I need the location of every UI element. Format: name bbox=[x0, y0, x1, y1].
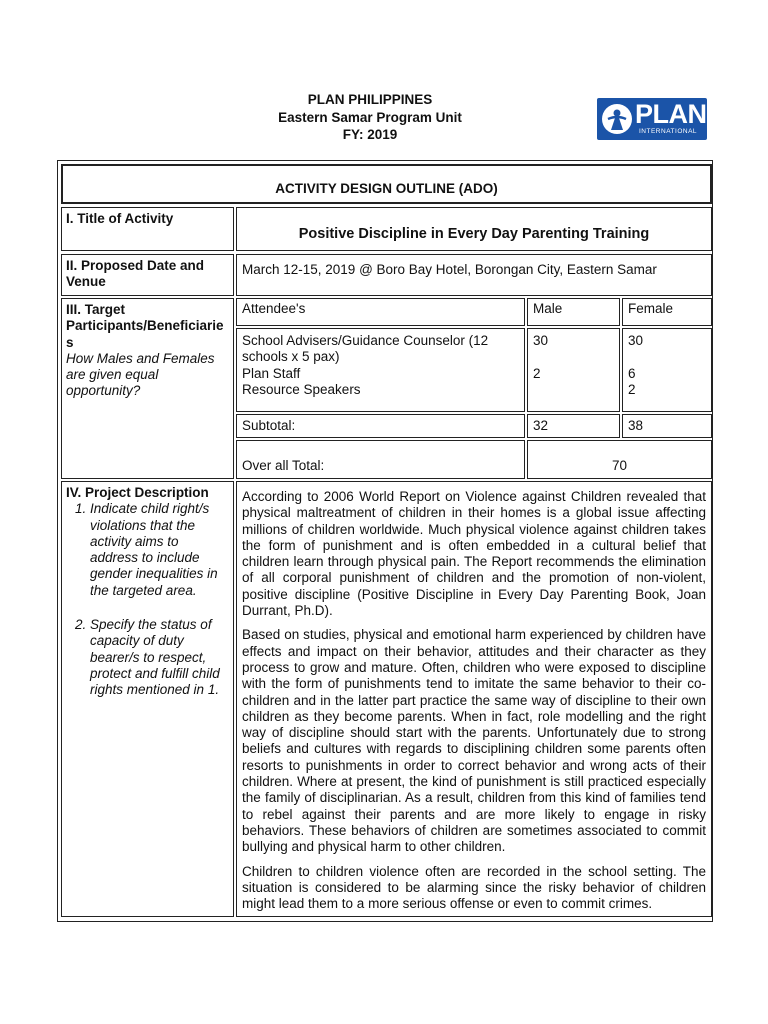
female-count: 30 bbox=[628, 333, 644, 348]
date-label: II. Proposed Date and Venue bbox=[61, 254, 234, 296]
attendee-names bbox=[236, 328, 525, 412]
attendees-header: Attendee's bbox=[236, 298, 525, 326]
logo-subtext: INTERNATIONAL bbox=[639, 128, 698, 135]
subtotal-male: 32 bbox=[527, 414, 620, 438]
attendee-row-name: Plan Staff bbox=[242, 365, 301, 381]
subtotal-female: 38 bbox=[622, 414, 712, 438]
target-question: How Males and Females are given equal opportunity? bbox=[66, 350, 215, 399]
total-label: Over all Total: bbox=[236, 440, 525, 479]
female-header: Female bbox=[622, 298, 712, 326]
subtotal-label: Subtotal: bbox=[236, 414, 525, 438]
attendee-row-name: Resource Speakers bbox=[242, 381, 361, 397]
target-label-cell bbox=[61, 298, 234, 479]
male-count: 2 bbox=[533, 365, 541, 381]
target-label: III. Target Participants/Beneficiarie s bbox=[66, 302, 224, 350]
female-counts bbox=[622, 328, 712, 412]
program-unit: Eastern Samar Program Unit bbox=[278, 109, 462, 125]
ado-title: ACTIVITY DESIGN OUTLINE (ADO) bbox=[61, 164, 712, 204]
title-label: I. Title of Activity bbox=[61, 207, 234, 251]
instruction-item: 1. Indicate child right/s violations that the activity aims to address to include gender inequalities in the targeted area. bbox=[90, 501, 229, 599]
description-paragraph: According to 2006 World Report on Violence against Children revealed that physical maltreatment of children in their homes is a global issue affecting millions of children worldwide. Much physical violence against children takes the form of punishment and is often embedded in a cultural belief that children learn through physical pain. The Report recommends the elimination of all corporal punishment of children and the promotion of non-violent, positive discipline (Positive Discipline in Every Day Parenting Book, Joan Durrant, Ph.D). bbox=[242, 489, 706, 619]
attendee-row-name: School Advisers/Guidance Counselor (12 schools x 5 pax) bbox=[242, 333, 489, 365]
male-count: 30 bbox=[533, 333, 549, 348]
fiscal-year: FY: 2019 bbox=[342, 127, 398, 142]
project-description bbox=[236, 481, 712, 917]
female-count: 2 bbox=[628, 381, 636, 397]
project-instructions bbox=[66, 501, 229, 698]
logo-text: PLAN bbox=[635, 99, 707, 129]
female-count: 6 bbox=[628, 365, 636, 381]
male-header: Male bbox=[527, 298, 620, 326]
plan-logo bbox=[597, 98, 707, 140]
description-paragraph: Children to children violence often are recorded in the school setting. The situation is considered to be alarming since the risky behavior of children might lead them to a more serious offense or even to commit crimes. bbox=[242, 863, 706, 912]
instruction-item: 2. Specify the status of capacity of duty bearer/s to respect, protect and fulfill child rights mentioned in 1. bbox=[90, 617, 229, 698]
activity-title: Positive Discipline in Every Day Parenting Training bbox=[236, 207, 712, 251]
plan-logo-icon bbox=[602, 104, 632, 134]
date-venue: March 12-15, 2019 @ Boro Bay Hotel, Borongan City, Eastern Samar bbox=[236, 254, 712, 296]
total-value: 70 bbox=[527, 440, 712, 479]
description-paragraph: Based on studies, physical and emotional harm experienced by children have effects and impact on their behavior, attitudes and their character as they process to grow and mature. Often, children who were exposed to discipline with the form of punishments tend to imitate the same behavior to their co-children and in the latter part practice the same way of discipline to their own children as they become parents. When in fact, role modelling and the right way of discipline should start with the parents. Unfortunately due to strong beliefs and cultures with regards to disciplining children some parents often resorts to punishments in order to correct behavior and wrong acts of their children. Where at present, the kind of punishment is still practiced especially the family of disciplinarian. As a result, children from this kind of families tend to rebel against their parents and are more likely to engage in risky behaviors. These behaviors of children are sometimes associated to commit bullying and physical harm to other children. bbox=[242, 627, 706, 855]
org-name: PLAN PHILIPPINES bbox=[307, 92, 433, 107]
male-counts bbox=[527, 328, 620, 412]
project-label-cell bbox=[61, 481, 234, 917]
project-label: IV. Project Description bbox=[66, 485, 209, 500]
